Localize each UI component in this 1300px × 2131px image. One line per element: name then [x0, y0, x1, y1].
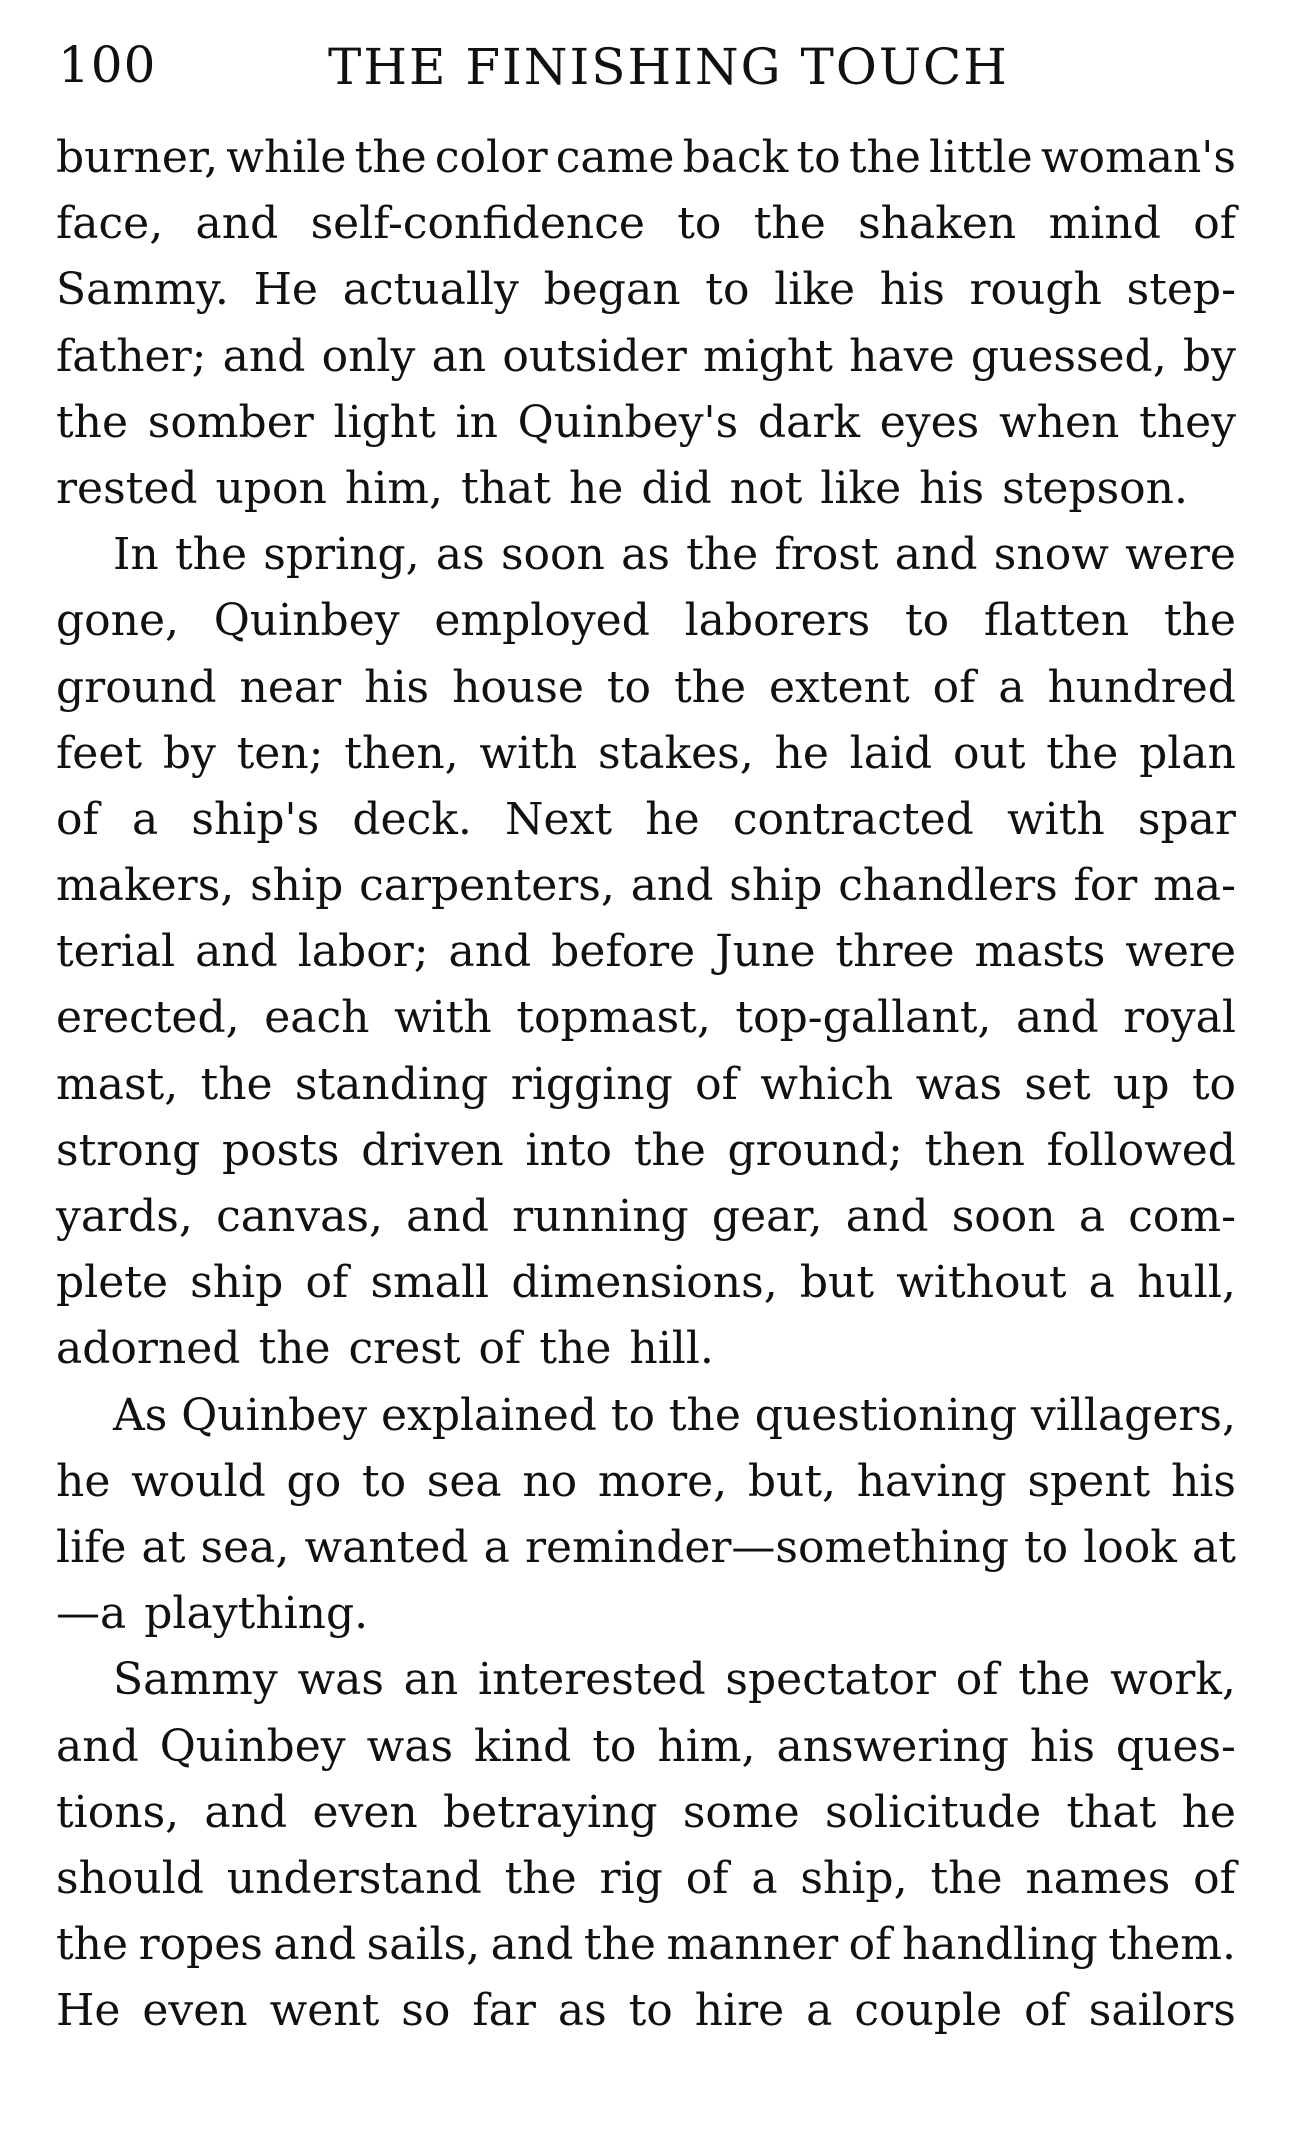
text-line: rested upon him, that he did not like his stepson. — [56, 462, 1188, 514]
text-line: and Quinbey was kind to him, answering his ques- — [56, 1720, 1236, 1772]
text-line: plete ship of small dimensions, but without a hull, — [56, 1257, 1236, 1309]
text-line: gone, Quinbey employed laborers to flatten the — [56, 595, 1236, 647]
text-line: makers, ship carpenters, and ship chandlers for ma- — [56, 860, 1236, 912]
text-line: ground near his house to the extent of a hundred — [56, 661, 1236, 713]
text-line: tions, and even betraying some solicitude that he — [56, 1786, 1236, 1838]
text-line: terial and labor; and before June three masts were — [56, 926, 1236, 978]
text-line: As Quinbey explained to the questioning villagers, — [113, 1389, 1236, 1441]
text-line: In the spring, as soon as the frost and snow were — [113, 529, 1236, 581]
text-line: father; and only an outsider might have guessed, by — [56, 330, 1236, 382]
text-line: burner, while the color came back to the little woman's — [56, 132, 1236, 183]
text-line: he would go to sea no more, but, having spent his — [56, 1455, 1236, 1507]
text-line: life at sea, wanted a reminder—something to look at — [56, 1521, 1236, 1573]
text-line: of a ship's deck. Next he contracted with spar — [56, 793, 1236, 845]
page-number: 100 — [58, 36, 157, 94]
body-text — [56, 125, 1236, 2044]
text-line: yards, canvas, and running gear, and soon a com- — [56, 1191, 1236, 1242]
page-header — [58, 30, 1238, 120]
text-line: adorned the crest of the hill. — [56, 1323, 714, 1375]
text-line: should understand the rig of a ship, the names of — [56, 1852, 1236, 1904]
text-line: He even went so far as to hire a couple of sailors — [56, 1985, 1236, 2037]
text-line: feet by ten; then, with stakes, he laid out the plan — [56, 727, 1236, 779]
text-line: strong posts driven into the ground; then followed — [56, 1124, 1236, 1176]
text-line: the somber light in Quinbey's dark eyes when they — [56, 396, 1236, 448]
running-head: THE FINISHING TOUCH — [328, 38, 1009, 96]
text-line: erected, each with topmast, top-gallant, and royal — [56, 992, 1236, 1044]
text-line: Sammy. He actually began to like his rough step- — [56, 264, 1236, 316]
text-line: mast, the standing rigging of which was set up to — [56, 1058, 1236, 1110]
text-line: —a plaything. — [56, 1588, 369, 1640]
text-line: Sammy was an interested spectator of the work, — [113, 1654, 1236, 1706]
text-line: face, and self-confidence to the shaken mind of — [56, 198, 1236, 250]
text-line: the ropes and sails, and the manner of handling them. — [56, 1919, 1236, 1971]
